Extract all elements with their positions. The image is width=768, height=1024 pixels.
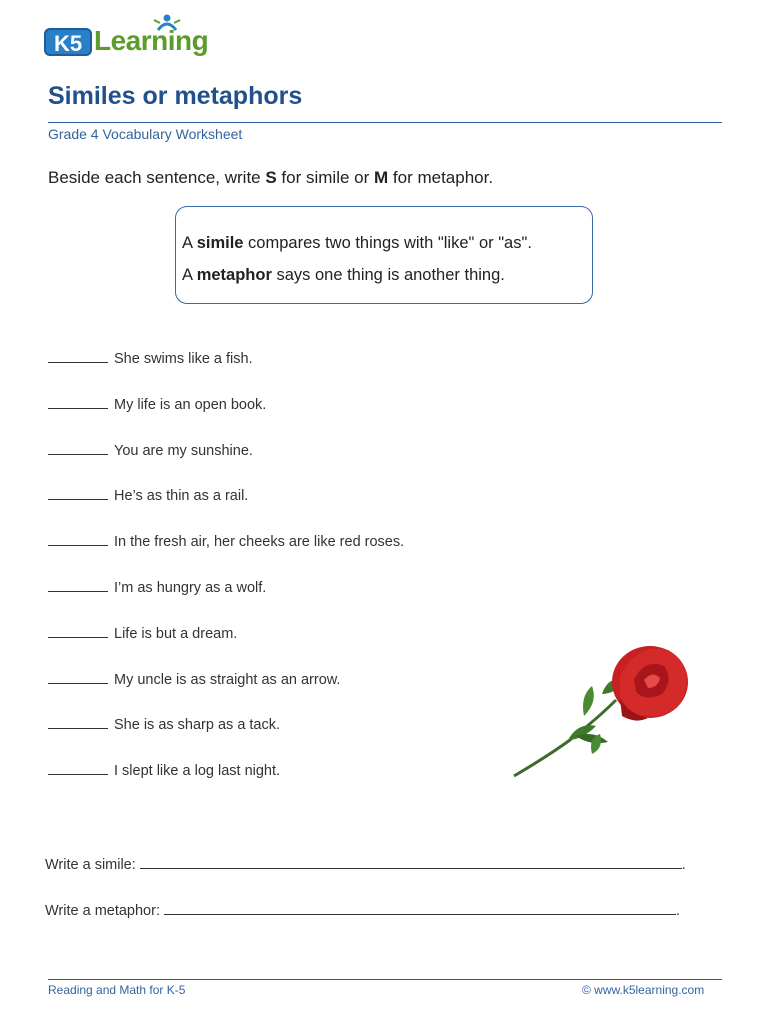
definition-term: metaphor [196,266,272,284]
simile-definition [182,227,592,259]
footer-divider [48,979,722,980]
definition-box [175,206,593,304]
rose-icon [508,636,698,782]
instructions-s: S [265,168,277,187]
answer-blank[interactable] [48,762,108,775]
list-item [48,716,404,762]
definition-text: says one thing is another thing. [271,266,505,284]
write-metaphor-line[interactable] [164,902,676,915]
sentence-text: He’s as thin as a rail. [114,488,249,505]
list-item [48,762,404,808]
instructions-text-1: Beside each sentence, write [48,168,266,187]
answer-blank[interactable] [48,487,108,500]
write-metaphor-end: . [675,903,681,919]
page-subtitle: Grade 4 Vocabulary Worksheet [48,126,243,142]
answer-blank[interactable] [48,671,108,684]
definition-text: compares two things with "like" or "as". [243,234,532,252]
write-simile-line[interactable] [140,856,682,869]
write-simile-end: . [681,857,686,873]
list-item [48,671,404,717]
sentence-text: In the fresh air, her cheeks are like red roses. [114,534,405,551]
sentence-text: Life is but a dream. [114,625,238,642]
answer-blank[interactable] [48,533,108,546]
logo-wordmark: Learning [94,25,209,56]
sentence-text: She is as sharp as a tack. [114,717,281,734]
sentence-text: My life is an open book. [114,396,267,413]
instructions-m: M [374,168,389,187]
footer-tagline: Reading and Math for K-5 [48,983,186,997]
definition-term: simile [196,234,244,252]
instructions-text-2: for simile or [276,168,374,187]
write-metaphor-row [45,902,680,919]
metaphor-definition [182,259,592,291]
definition-article: A [182,266,197,284]
answer-blank[interactable] [48,396,108,409]
list-item [48,579,404,625]
write-metaphor-label: Write a metaphor: [45,903,160,919]
answer-blank[interactable] [48,579,108,592]
answer-blank[interactable] [48,350,108,363]
list-item [48,487,404,533]
sentence-text: You are my sunshine. [114,442,253,459]
k5-learning-logo [44,14,214,60]
write-simile-label: Write a simile: [45,857,136,873]
instructions [48,168,493,188]
write-simile-row [45,856,686,873]
sentence-list [48,350,404,808]
sentence-text: I’m as hungry as a wolf. [114,579,267,596]
list-item [48,396,404,442]
sentence-text: I slept like a log last night. [114,763,281,780]
header-divider [48,122,722,123]
definition-article: A [182,234,197,252]
answer-blank[interactable] [48,625,108,638]
page-title: Similes or metaphors [48,82,303,110]
instructions-text-3: for metaphor. [388,168,494,187]
footer-website: © www.k5learning.com [582,983,705,997]
answer-blank[interactable] [48,716,108,729]
list-item [48,533,404,579]
sentence-text: She swims like a fish. [114,351,253,367]
answer-blank[interactable] [48,442,108,455]
logo-k5-badge: K5 [44,28,92,56]
list-item [48,442,404,488]
list-item [48,625,404,671]
list-item [48,350,404,396]
sentence-text: My uncle is as straight as an arrow. [114,671,341,688]
